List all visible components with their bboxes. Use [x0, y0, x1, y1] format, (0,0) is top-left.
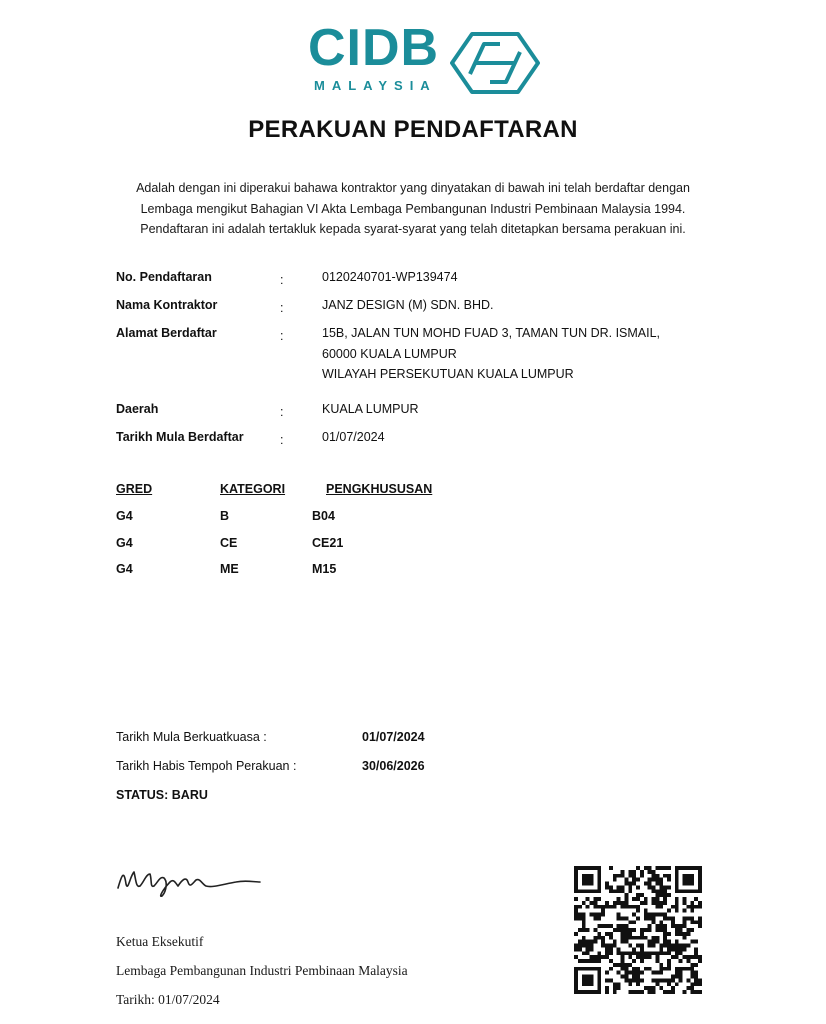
specialisation-cell: CE21 [312, 536, 344, 550]
intro-line: Pendaftaran ini adalah tertakluk kepada syarat-syarat yang telah ditetapkan bersama perakuan ini. [140, 222, 686, 236]
header-kategori: KATEGORI [220, 482, 286, 496]
qr-code-icon [574, 866, 702, 994]
colon: : [280, 329, 284, 343]
expiry-date-label: Tarikh Habis Tempoh Perakuan : [116, 759, 297, 773]
grade-cell: G4 [116, 509, 133, 523]
intro-paragraph [100, 178, 726, 240]
header-pengkhususan: PENGKHUSUSAN [326, 482, 433, 496]
grade-cell: G4 [116, 562, 133, 576]
colon: : [280, 273, 284, 287]
signature-image [114, 862, 274, 902]
signatory-organisation: Lembaga Pembangunan Industri Pembinaan Malaysia [116, 963, 408, 978]
reg-no-value: 0120240701-WP139474 [322, 270, 458, 284]
signatory-title: Ketua Eksekutif [116, 934, 204, 949]
expiry-date-value: 30/06/2026 [362, 759, 425, 773]
start-date-value: 01/07/2024 [322, 430, 385, 444]
contractor-value: JANZ DESIGN (M) SDN. BHD. [322, 298, 494, 312]
logo-country: MALAYSIA [314, 78, 437, 93]
document-title: PERAKUAN PENDAFTARAN [248, 116, 578, 143]
colon: : [280, 405, 284, 419]
specialisation-cell: M15 [312, 562, 337, 576]
address-line: WILAYAH PERSEKUTUAN KUALA LUMPUR [322, 367, 574, 381]
category-cell: ME [220, 562, 239, 576]
address-value [322, 323, 660, 385]
header-gred: GRED [116, 482, 153, 496]
district-label: Daerah [116, 402, 159, 416]
effective-date-label: Tarikh Mula Berkuatkuasa : [116, 730, 267, 744]
category-cell: B [220, 509, 230, 523]
specialisation-cell: B04 [312, 509, 335, 523]
intro-line: Adalah dengan ini diperakui bahawa kontraktor yang dinyatakan di bawah ini telah berdaftar dengan [136, 181, 690, 195]
reg-no-label: No. Pendaftaran [116, 270, 212, 284]
colon: : [280, 301, 284, 315]
colon: : [280, 433, 284, 447]
start-date-label: Tarikh Mula Berdaftar [116, 430, 244, 444]
signatory-date: Tarikh: 01/07/2024 [116, 992, 220, 1007]
address-line: 15B, JALAN TUN MOHD FUAD 3, TAMAN TUN DR. ISMAIL, [322, 326, 661, 340]
cidb-logo [308, 19, 540, 98]
district-value: KUALA LUMPUR [322, 402, 419, 416]
address-line: 60000 KUALA LUMPUR [322, 346, 457, 361]
status-text: STATUS: BARU [116, 788, 208, 802]
address-label: Alamat Berdaftar [116, 326, 217, 340]
cidb-mark-icon [450, 30, 540, 96]
grade-cell: G4 [116, 536, 133, 550]
category-cell: CE [220, 536, 238, 550]
contractor-label: Nama Kontraktor [116, 298, 218, 312]
intro-line: Lembaga mengikut Bahagian VI Akta Lembaga Pembangunan Industri Pembinaan Malaysia 1994. [140, 201, 686, 216]
logo-name: CIDB [308, 19, 440, 77]
effective-date-value: 01/07/2024 [362, 730, 425, 744]
